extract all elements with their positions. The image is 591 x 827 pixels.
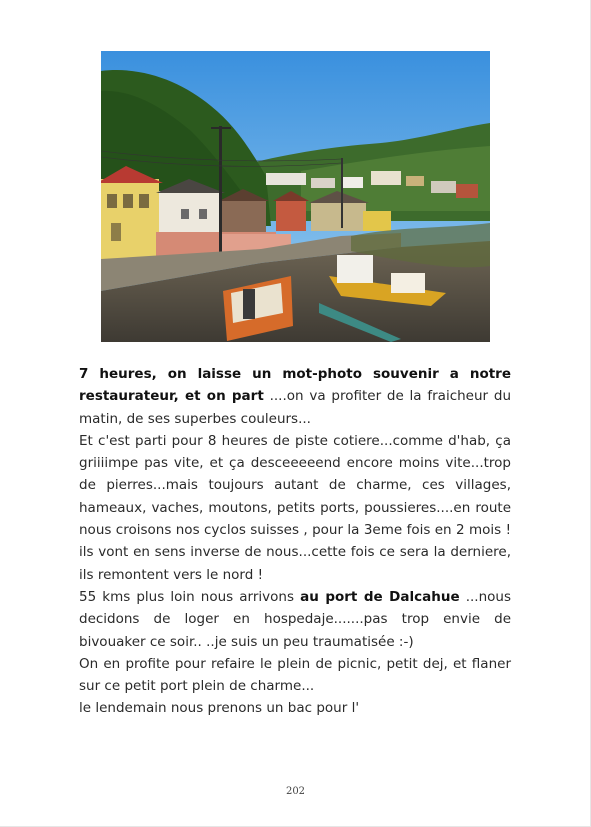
- paragraph-3-post: ...nous decidons de loger en hospedaje.......pas trop envie de bivouaker ce soir.. ..je suis un peu traumatisée :-): [79, 588, 511, 650]
- body-text: [79, 363, 511, 720]
- paragraph-3: [79, 586, 511, 653]
- village-harbor-photo: [101, 51, 490, 342]
- page-number: 202: [285, 786, 306, 797]
- paragraph-1-rest: ....on va profiter de la fraicheur du matin, de ses superbes couleurs...: [79, 388, 511, 427]
- paragraph-4: On en profite pour refaire le plein de picnic, petit dej, et flaner sur ce petit port plein de charme...: [79, 655, 511, 695]
- paragraph-1-bold: 7 heures, on laisse un mot-photo souvenir a notre restaurateur, et on part: [79, 366, 511, 405]
- paragraph-3-bold: au port de Dalcahue: [300, 588, 460, 605]
- paragraph-5: le lendemain nous prenons un bac pour l': [79, 700, 360, 717]
- paragraph-2: Et c'est parti pour 8 heures de piste cotiere...comme d'hab, ça griiiimpe pas vite, et ça desceeeeend encore moins vite...trop de pierres...mais toujours autant de charme, ces villages, hameaux, vaches, moutons, petits ports, poussieres....en route nous croisons nos cyclos suisses , pour la 3eme fois en 2 mois ! ils vont en sens inverse de nous...cette fois ce sera la derniere, ils remontent vers le nord !: [79, 432, 511, 583]
- paragraph-3-pre: 55 kms plus loin nous arrivons: [79, 588, 301, 605]
- paragraph-1: [79, 363, 511, 430]
